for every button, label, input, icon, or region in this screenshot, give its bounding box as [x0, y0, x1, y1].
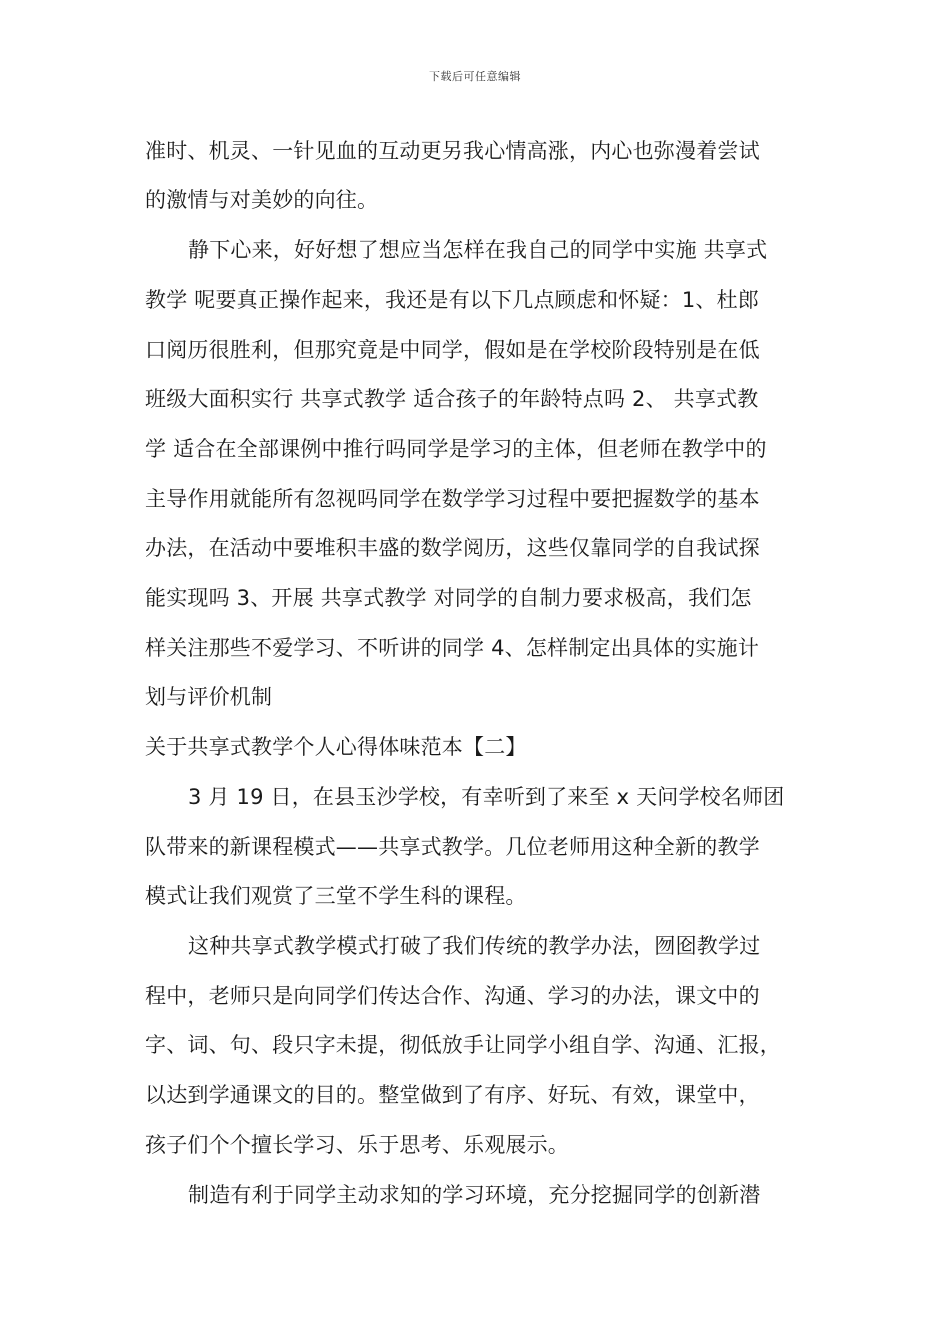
text-line: 孩子们个个擅长学习、乐于思考、乐观展示。	[145, 1133, 569, 1157]
text-line: 口阅历很胜利，但那究竟是中同学，假如是在学校阶段特别是在低	[145, 338, 760, 362]
text-line: 准时、机灵、一针见血的互动更另我心情高涨，内心也弥漫着尝试	[145, 139, 760, 163]
text-line: 这种共享式教学模式打破了我们传统的教学办法，囫囵教学过	[188, 934, 761, 958]
text-line: 主导作用就能所有忽视吗同学在数学学习过程中要把握数学的基本	[145, 487, 760, 511]
text-line: 学 适合在全部课例中推行吗同学是学习的主体，但老师在教学中的	[145, 437, 767, 461]
text-line: 以达到学通课文的目的。整堂做到了有序、好玩、有效，课堂中，	[145, 1083, 760, 1107]
text-line: 程中，老师只是向同学们传达合作、沟通、学习的办法，课文中的	[145, 984, 760, 1008]
text-line: 制造有利于同学主动求知的学习环境，充分挖掘同学的创新潜	[188, 1183, 761, 1207]
page-header: 下载后可任意编辑	[429, 70, 521, 83]
text-line: 模式让我们观赏了三堂不学生科的课程。	[145, 884, 527, 908]
text-line: 办法，在活动中要堆积丰盛的数学阅历，这些仅靠同学的自我试探	[145, 536, 760, 560]
text-line: 样关注那些不爱学习、不听讲的同学 4、怎样制定出具体的实施计	[145, 636, 760, 660]
section-heading: 关于共享式教学个人心得体味范本【二】	[145, 735, 527, 759]
text-line: 队带来的新课程模式——共享式教学。几位老师用这种全新的教学	[145, 835, 760, 859]
text-line: 字、词、句、段只字未提，彻低放手让同学小组自学、沟通、汇报，	[145, 1033, 781, 1057]
text-line: 的激情与对美妙的向往。	[145, 188, 379, 212]
text-line: 3 月 19 日，在县玉沙学校，有幸听到了来至 x 天问学校名师团	[188, 785, 785, 809]
text-line: 班级大面积实行 共享式教学 适合孩子的年龄特点吗 2、 共享式教	[145, 387, 759, 411]
text-line: 静下心来，好好想了想应当怎样在我自己的同学中实施 共享式	[188, 238, 768, 262]
text-line: 划与评价机制	[145, 685, 273, 709]
text-line: 教学 呢要真正操作起来，我还是有以下几点顾虑和怀疑：1、杜郎	[145, 288, 760, 312]
text-line: 能实现吗 3、开展 共享式教学 对同学的自制力要求极高，我们怎	[145, 586, 752, 610]
